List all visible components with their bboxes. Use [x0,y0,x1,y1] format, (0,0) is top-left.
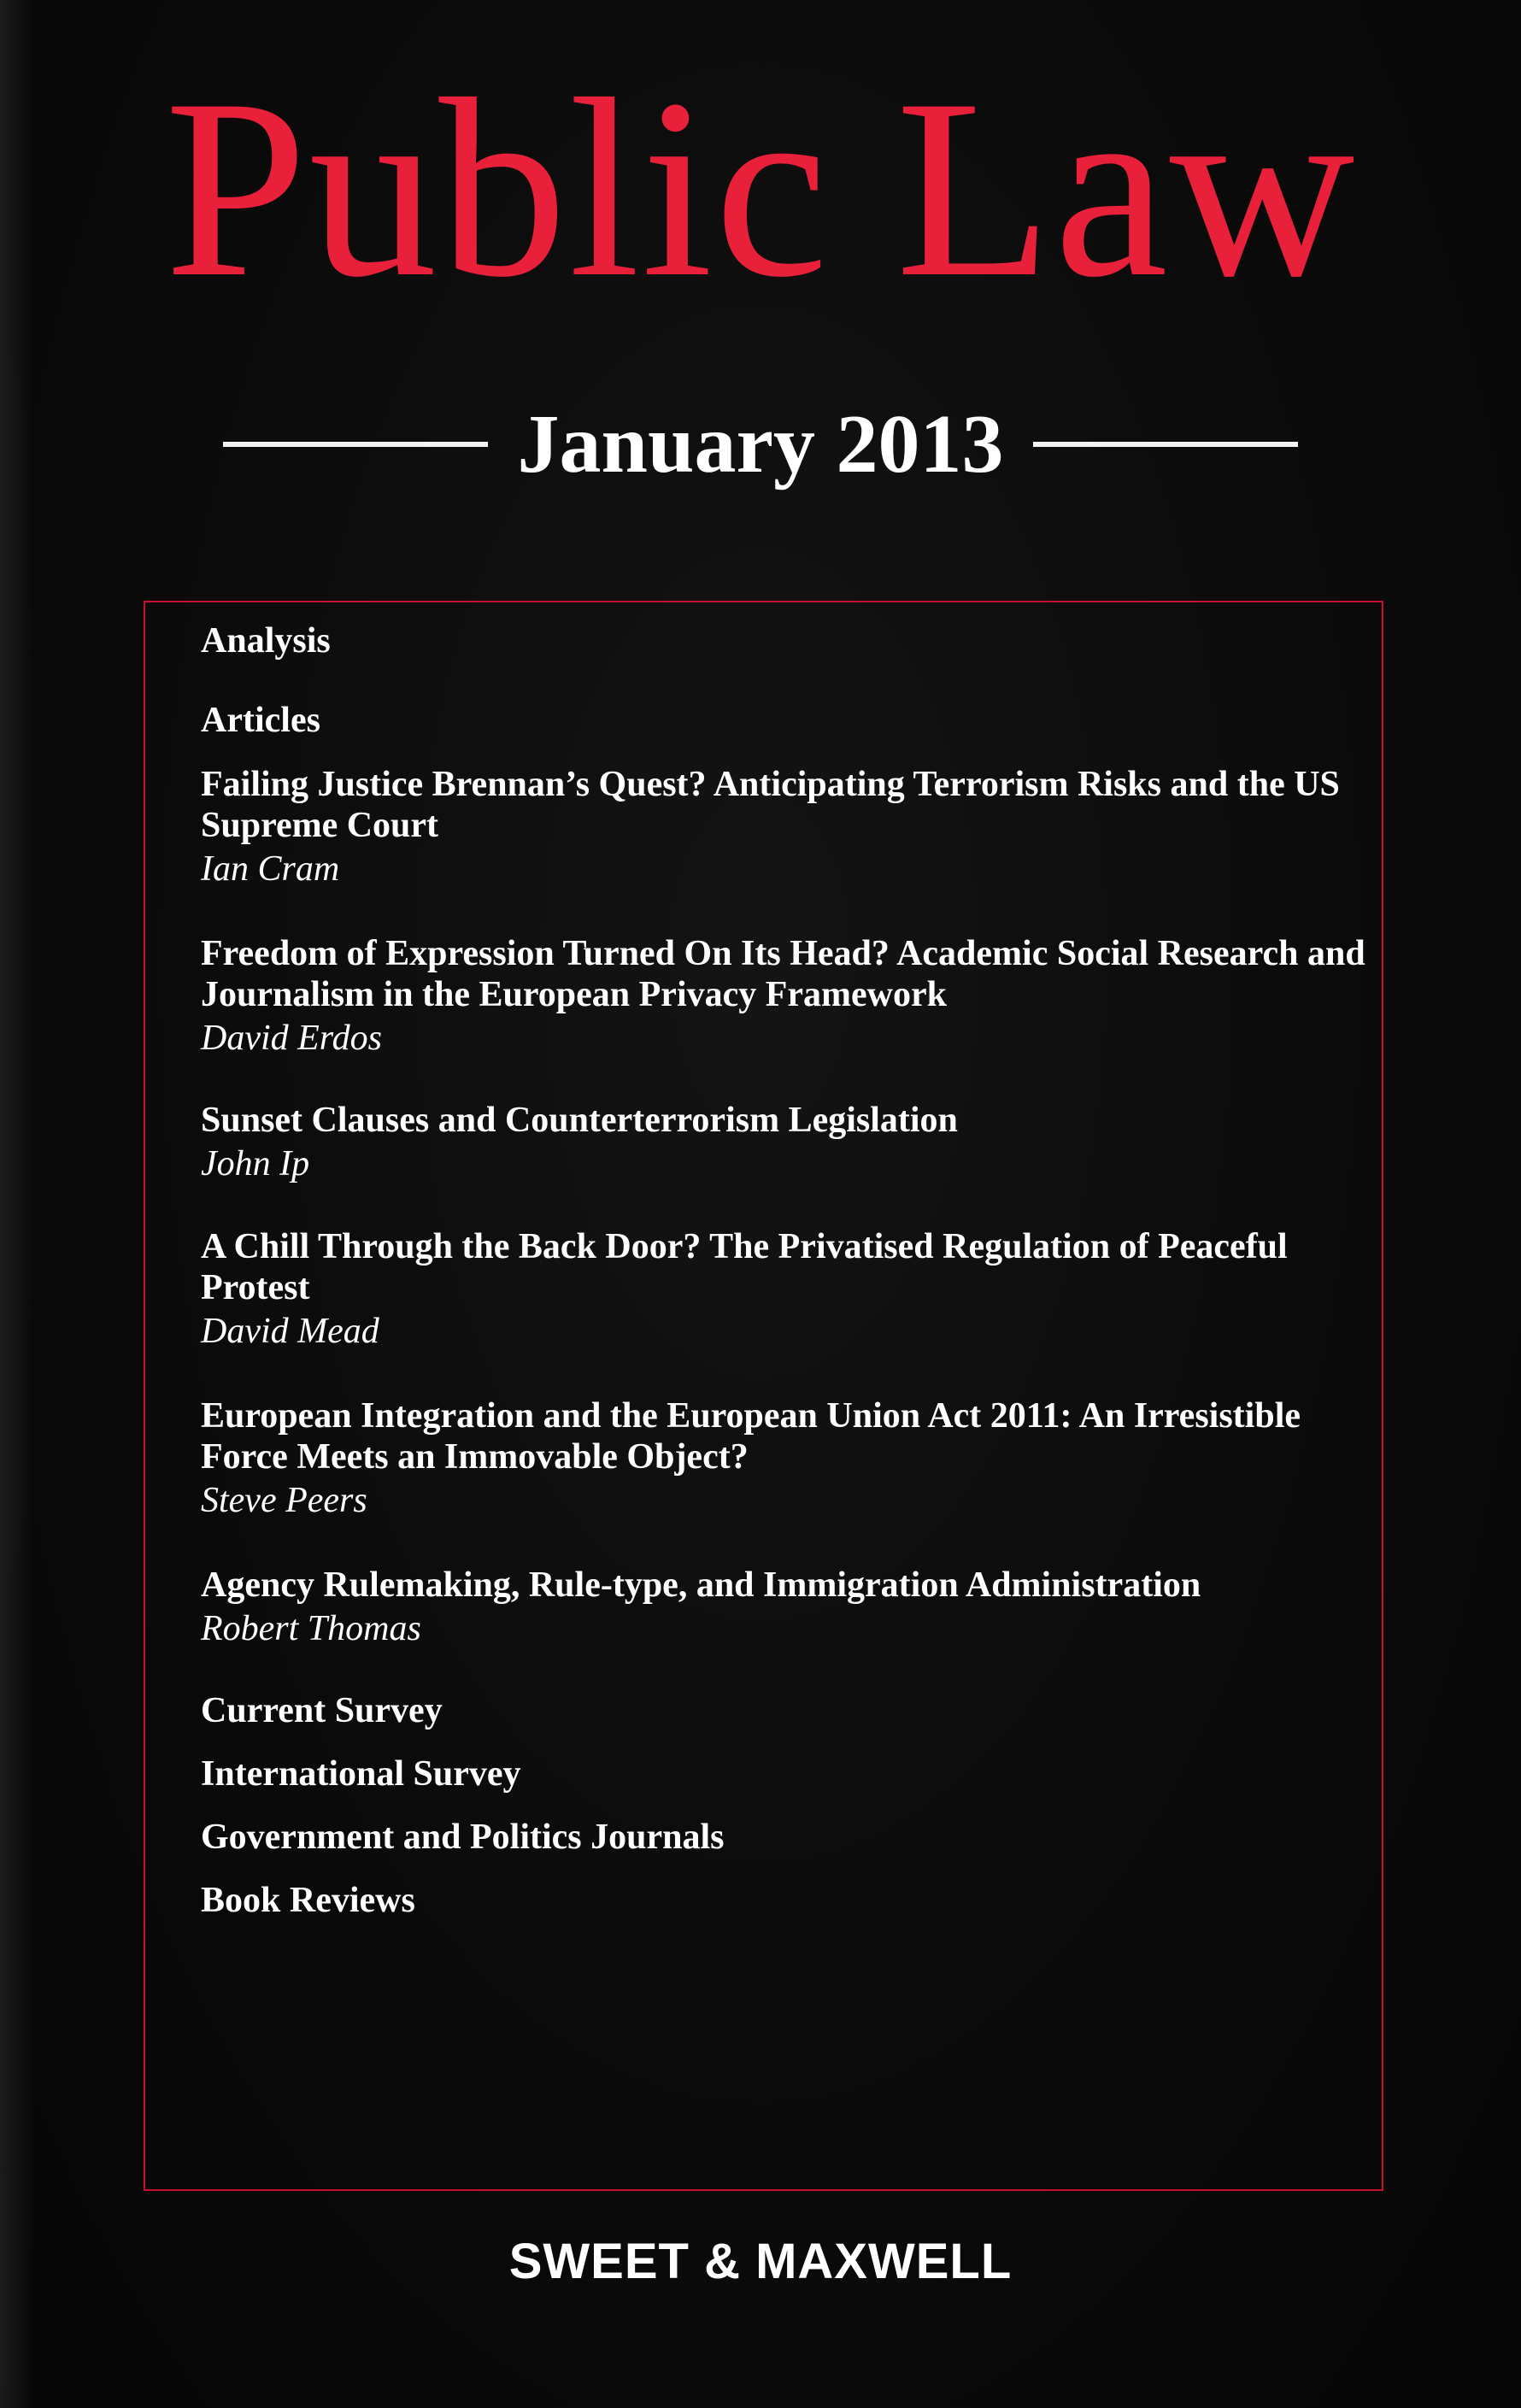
article-author: Steve Peers [201,1481,367,1520]
article-author: Ian Cram [201,849,340,889]
section-heading-analysis: Analysis [201,621,331,661]
article-title: A Chill Through the Back Door? The Privatised Regulation of Peaceful Protest [201,1227,1288,1307]
article-author: John Ip [201,1144,310,1183]
section-heading-international-survey: International Survey [201,1754,521,1794]
article-entry [201,1226,1371,1353]
article-title: Agency Rulemaking, Rule-type, and Immigration Administration [201,1565,1201,1605]
journal-title: Public Law [164,46,1357,330]
section-heading-book-reviews: Book Reviews [201,1881,415,1920]
article-entry [201,1395,1371,1522]
article-title: Sunset Clauses and Counterterrorism Legislation [201,1101,958,1140]
article-author: David Mead [201,1312,379,1351]
article-entry [201,1100,1371,1185]
article-author: Robert Thomas [201,1609,421,1648]
article-entry [201,764,1371,890]
issue-date-row [0,393,1521,496]
article-title: European Integration and the European Union Act 2011: An Irresistible Force Meets an Immovable Object? [201,1396,1301,1477]
article-entry [201,933,1371,1060]
section-heading-articles: Articles [201,701,320,740]
article-author: David Erdos [201,1019,382,1058]
section-heading-government-politics-journals: Government and Politics Journals [201,1818,725,1857]
issue-date: January 2013 [517,398,1004,490]
spine-shading [0,0,34,2408]
right-divider-rule [1033,442,1298,447]
left-divider-rule [223,442,488,447]
contents-box [144,601,1383,2191]
article-title: Freedom of Expression Turned On Its Head? Academic Social Research and Journalism in the European Privacy Framework [201,934,1365,1014]
article-title: Failing Justice Brennan’s Quest? Anticipating Terrorism Risks and the US Supreme Court [201,765,1340,845]
publisher-logo-text: SWEET & MAXWELL [508,2234,1013,2289]
article-entry [201,1565,1371,1650]
section-heading-current-survey: Current Survey [201,1691,443,1730]
